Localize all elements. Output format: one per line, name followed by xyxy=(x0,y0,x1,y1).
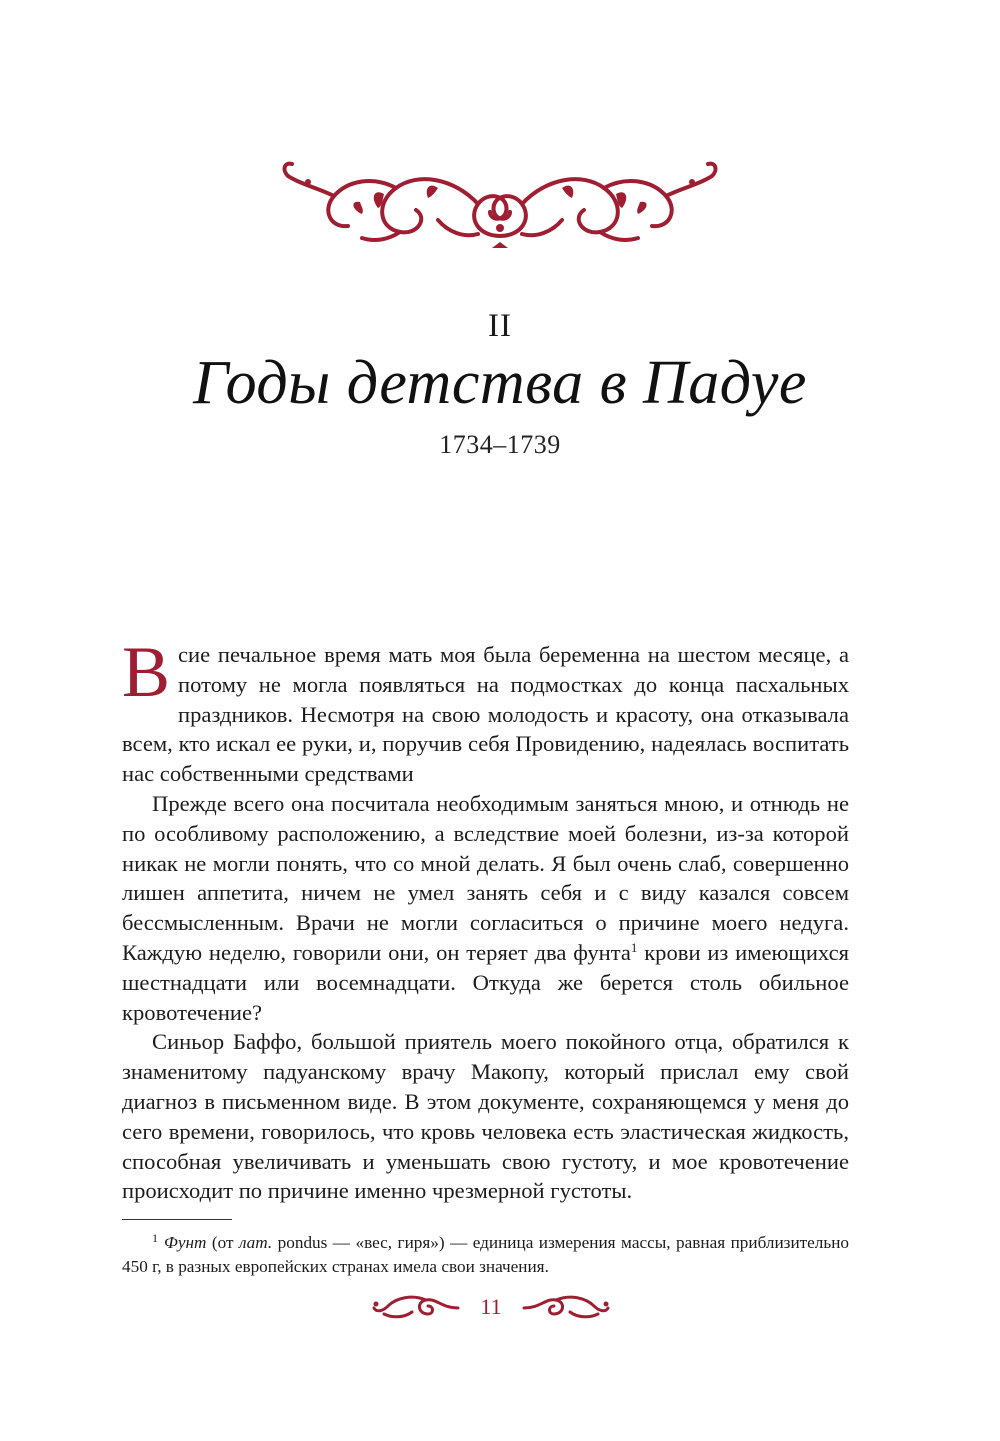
paragraph-1-text: сие печальное время мать моя была беременна на шестом месяце, а потому не могла появляться на подмостках до конца пасхальных праздников. Несмотря на свою молодость и красоту, она отказывала всем, кто искал ее руки, и, поручив себя Провидению, надеялась воспитать нас собственными средствами xyxy=(122,642,849,787)
paragraph-2-text-a: Прежде всего она посчитала необходимым заняться мною, и отнюдь не по особливому расположению, а вследствие моей болезни, из-за которой никак не могли понять, что со мной делать. Я был очень слаб, совершенно лишен аппетита, ничем не умел занять себя и с виду казался совсем бессмысленным. Врачи не могли согласиться о причине моего недуга. Каждую неделю, говорили они, он теряет два фунта xyxy=(122,790,849,965)
chapter-ornament-icon xyxy=(278,158,722,250)
footnote-divider xyxy=(122,1219,232,1220)
paragraph-2 xyxy=(122,789,849,1027)
chapter-title: Годы детства в Падуе xyxy=(193,349,807,417)
footnote-number: 1 xyxy=(152,1231,158,1245)
chapter-number: II xyxy=(488,308,512,344)
paragraph-3-text: Синьор Баффо, большой приятель моего покойного отца, обратился к знаменитому падуанскому врачу Макопу, который прислал ему свой диагноз в письменном виде. В этом документе, сохраняющемся у меня до сего времени, говорилось, что кровь человека есть эластическая жидкость, способная увеличивать и уменьшать свою густоту, и мое кровотечение происходит по причине именно чрезмерной густоты. xyxy=(122,1029,849,1204)
footnote-term: Фунт xyxy=(164,1233,207,1252)
footnote xyxy=(122,1226,849,1279)
footer-ornament-right-icon xyxy=(520,1292,610,1322)
footnote-lang: лат. xyxy=(238,1233,273,1252)
chapter-years: 1734–1739 xyxy=(439,430,561,459)
footnote-text-b: pondus — «вес, гиря») — единица измерения массы, равная приблизительно 450 г, в разных европейских странах имела свои значения. xyxy=(122,1233,849,1276)
footer-ornament-left-icon xyxy=(372,1292,462,1322)
page-footer xyxy=(0,1290,1000,1330)
body-text xyxy=(122,632,849,1206)
paragraph-3 xyxy=(122,1027,849,1206)
footnote-text-a: (от xyxy=(206,1233,239,1252)
page-number: 11 xyxy=(480,1294,502,1319)
drop-cap: В xyxy=(122,632,171,712)
footnote-marker[interactable]: 1 xyxy=(630,939,638,955)
paragraph-1 xyxy=(122,632,849,789)
paragraph-2-text-b: крови из имеющихся шестнадцати или восемнадцати. Откуда же берется столь обильное кровотечение? xyxy=(122,939,849,1025)
